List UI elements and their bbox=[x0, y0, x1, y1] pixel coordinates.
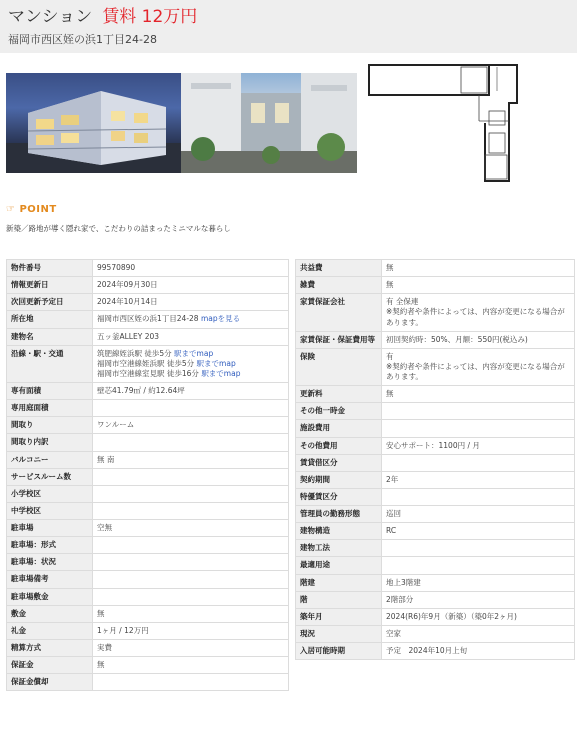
spec-value bbox=[382, 454, 575, 471]
right-spec-row bbox=[296, 437, 575, 454]
rent-price: 賃料 12万円 bbox=[102, 7, 198, 27]
right-spec-row bbox=[296, 420, 575, 437]
spec-value: 五ッ釜ALLEY 203 bbox=[93, 328, 289, 345]
spec-value bbox=[93, 537, 289, 554]
left-spec-row bbox=[7, 674, 289, 691]
left-spec-row bbox=[7, 294, 289, 311]
spec-key: 建物構造 bbox=[296, 523, 382, 540]
left-spec-row bbox=[7, 468, 289, 485]
spec-key: 更新料 bbox=[296, 386, 382, 403]
spec-value bbox=[93, 588, 289, 605]
spec-key: 駐車場備考 bbox=[7, 571, 93, 588]
left-spec-row bbox=[7, 502, 289, 519]
spec-value: 無 bbox=[93, 657, 289, 674]
spec-key: 施設費用 bbox=[296, 420, 382, 437]
left-spec-row bbox=[7, 328, 289, 345]
spec-value: 安心サポート：1100円 / 月 bbox=[382, 437, 575, 454]
spec-key: 敷金 bbox=[7, 605, 93, 622]
spec-key: 駐車場：状況 bbox=[7, 554, 93, 571]
left-spec-row bbox=[7, 605, 289, 622]
spec-value: 空家 bbox=[382, 625, 575, 642]
station-map-link[interactable]: 駅までmap bbox=[196, 358, 236, 368]
spec-key: 駐車場：形式 bbox=[7, 537, 93, 554]
spec-key: 精算方式 bbox=[7, 639, 93, 656]
listing-title bbox=[8, 2, 197, 27]
spec-value bbox=[93, 485, 289, 502]
left-spec-row bbox=[7, 537, 289, 554]
spec-key: 入居可能時期 bbox=[296, 643, 382, 660]
spec-value: 初回契約時：50%、月額：550円(税込み) bbox=[382, 331, 575, 348]
spec-value: 2024年09月30日 bbox=[93, 277, 289, 294]
spec-value: 99570890 bbox=[93, 260, 289, 277]
spec-value: 無 bbox=[382, 277, 575, 294]
station-text: 福岡市空港線室見駅 徒歩16分 bbox=[97, 368, 202, 378]
spec-key: その他費用 bbox=[296, 437, 382, 454]
spec-key: 階 bbox=[296, 591, 382, 608]
spec-value: 2年 bbox=[382, 471, 575, 488]
right-spec-row bbox=[296, 557, 575, 574]
spec-key: 保証金 bbox=[7, 657, 93, 674]
spec-key: 建物工法 bbox=[296, 540, 382, 557]
spec-value: 予定 2024年10月上旬 bbox=[382, 643, 575, 660]
point-description: 新築／路地が導く隠れ家で、こだわりの詰まったミニマルな暮らし bbox=[6, 224, 231, 233]
spec-value: 地上3階建 bbox=[382, 574, 575, 591]
left-spec-row bbox=[7, 277, 289, 294]
spec-value: RC bbox=[382, 523, 575, 540]
right-spec-row bbox=[296, 488, 575, 505]
spec-key: サービスルーム数 bbox=[7, 468, 93, 485]
spec-value bbox=[382, 403, 575, 420]
right-spec-row bbox=[296, 294, 575, 331]
spec-key: バルコニー bbox=[7, 451, 93, 468]
station-text: 筑肥線姪浜駅 徒歩5分 bbox=[97, 348, 175, 358]
right-spec-row bbox=[296, 331, 575, 348]
spec-value: 無 bbox=[382, 260, 575, 277]
spec-key: 駐車場敷金 bbox=[7, 588, 93, 605]
spec-value bbox=[382, 540, 575, 557]
spec-key: 保証金償却 bbox=[7, 674, 93, 691]
spec-value: 有 ※契約者や条件によっては、内容が変更になる場合があります。 bbox=[382, 348, 575, 385]
spec-value: 無 南 bbox=[93, 451, 289, 468]
property-type: マンション bbox=[8, 7, 93, 27]
hand-pointer-icon: ☞ bbox=[6, 204, 16, 215]
listing-address: 福岡市西区姪の浜1丁目24-28 bbox=[8, 33, 157, 46]
spec-value bbox=[382, 488, 575, 505]
spec-value bbox=[93, 434, 289, 451]
spec-value bbox=[382, 557, 575, 574]
left-spec-row bbox=[7, 639, 289, 656]
station-text: 福岡市空港線姪浜駅 徒歩5分 bbox=[97, 358, 197, 368]
left-spec-row bbox=[7, 622, 289, 639]
spec-value bbox=[93, 400, 289, 417]
right-spec-row bbox=[296, 540, 575, 557]
right-spec-row bbox=[296, 454, 575, 471]
spec-value bbox=[93, 674, 289, 691]
station-map-link[interactable]: 駅までmap bbox=[201, 368, 241, 378]
left-spec-row bbox=[7, 485, 289, 502]
right-spec-row bbox=[296, 574, 575, 591]
spec-key: 間取り内訳 bbox=[7, 434, 93, 451]
spec-key: 専用庭面積 bbox=[7, 400, 93, 417]
point-label: POINT bbox=[19, 204, 57, 215]
spec-key: 駐車場 bbox=[7, 520, 93, 537]
right-spec-row bbox=[296, 625, 575, 642]
spec-value: 無 bbox=[382, 386, 575, 403]
spec-key: 共益費 bbox=[296, 260, 382, 277]
station-map-link[interactable]: 駅までmap bbox=[174, 348, 214, 358]
spec-value: 有 全保連 ※契約者や条件によっては、内容が変更になる場合があります。 bbox=[382, 294, 575, 331]
right-spec-row bbox=[296, 348, 575, 385]
right-spec-row bbox=[296, 523, 575, 540]
spec-value: 壁芯41.79㎡ / 約12.64坪 bbox=[93, 383, 289, 400]
spec-key: 情報更新日 bbox=[7, 277, 93, 294]
spec-key: 小学校区 bbox=[7, 485, 93, 502]
spec-key: 現況 bbox=[296, 625, 382, 642]
left-spec-row bbox=[7, 417, 289, 434]
spec-value: 1ヶ月 / 12万円 bbox=[93, 622, 289, 639]
spec-key: 沿線・駅・交通 bbox=[7, 345, 93, 382]
spec-key: 家賃保証・保証費用等 bbox=[296, 331, 382, 348]
spec-key: 雑費 bbox=[296, 277, 382, 294]
spec-value bbox=[93, 571, 289, 588]
spec-value: 無 bbox=[93, 605, 289, 622]
exterior-photo-1[interactable] bbox=[6, 73, 181, 173]
right-spec-row bbox=[296, 506, 575, 523]
spec-value bbox=[93, 502, 289, 519]
courtyard-photo-2[interactable] bbox=[181, 73, 357, 173]
spec-key: 専有面積 bbox=[7, 383, 93, 400]
spec-value bbox=[382, 420, 575, 437]
spec-key: 賃貸借区分 bbox=[296, 454, 382, 471]
left-spec-row bbox=[7, 588, 289, 605]
left-spec-row bbox=[7, 571, 289, 588]
spec-key: 家賃保証会社 bbox=[296, 294, 382, 331]
spec-value bbox=[93, 554, 289, 571]
left-spec-row bbox=[7, 434, 289, 451]
spec-key: 管理員の勤務形態 bbox=[296, 506, 382, 523]
right-spec-row bbox=[296, 277, 575, 294]
spec-value: 空無 bbox=[93, 520, 289, 537]
address-map-link[interactable]: mapを見る bbox=[200, 314, 241, 324]
spec-value bbox=[93, 468, 289, 485]
left-spec-row bbox=[7, 260, 289, 277]
right-spec-row bbox=[296, 608, 575, 625]
spec-key: 物件番号 bbox=[7, 260, 93, 277]
spec-value: ワンルーム bbox=[93, 417, 289, 434]
left-spec-row bbox=[7, 554, 289, 571]
left-spec-row bbox=[7, 400, 289, 417]
right-spec-row bbox=[296, 591, 575, 608]
spec-key: 建物名 bbox=[7, 328, 93, 345]
spec-value bbox=[93, 345, 289, 382]
point-heading bbox=[6, 204, 57, 215]
spec-key: 間取り bbox=[7, 417, 93, 434]
spec-value: 実費 bbox=[93, 639, 289, 656]
spec-table-left bbox=[6, 259, 289, 691]
spec-value: 2024年10月14日 bbox=[93, 294, 289, 311]
right-spec-row bbox=[296, 260, 575, 277]
spec-value: 2階部分 bbox=[382, 591, 575, 608]
spec-value: 2024(R6)年9月（新築）（築0年2ヶ月) bbox=[382, 608, 575, 625]
spec-key: 中学校区 bbox=[7, 502, 93, 519]
spec-table-right bbox=[295, 259, 575, 660]
left-spec-row bbox=[7, 451, 289, 468]
left-spec-row bbox=[7, 311, 289, 328]
right-spec-row bbox=[296, 386, 575, 403]
left-spec-row bbox=[7, 345, 289, 382]
listing-header bbox=[0, 0, 577, 53]
spec-key: 特優賃区分 bbox=[296, 488, 382, 505]
spec-key: 最適用途 bbox=[296, 557, 382, 574]
spec-key: 契約期間 bbox=[296, 471, 382, 488]
spec-key: 階建 bbox=[296, 574, 382, 591]
left-spec-row bbox=[7, 657, 289, 674]
spec-value: 福岡市西区姪の浜1丁目24-28 mapを見る bbox=[93, 311, 289, 328]
right-spec-row bbox=[296, 471, 575, 488]
spec-key: 礼金 bbox=[7, 622, 93, 639]
spec-value: 巡回 bbox=[382, 506, 575, 523]
left-spec-row bbox=[7, 383, 289, 400]
spec-key: 所在地 bbox=[7, 311, 93, 328]
spec-key: 築年月 bbox=[296, 608, 382, 625]
floorplan-image[interactable] bbox=[367, 63, 519, 185]
spec-key: 保険 bbox=[296, 348, 382, 385]
left-spec-row bbox=[7, 520, 289, 537]
right-spec-row bbox=[296, 643, 575, 660]
right-spec-row bbox=[296, 403, 575, 420]
spec-key: 次回更新予定日 bbox=[7, 294, 93, 311]
spec-key: その他一時金 bbox=[296, 403, 382, 420]
